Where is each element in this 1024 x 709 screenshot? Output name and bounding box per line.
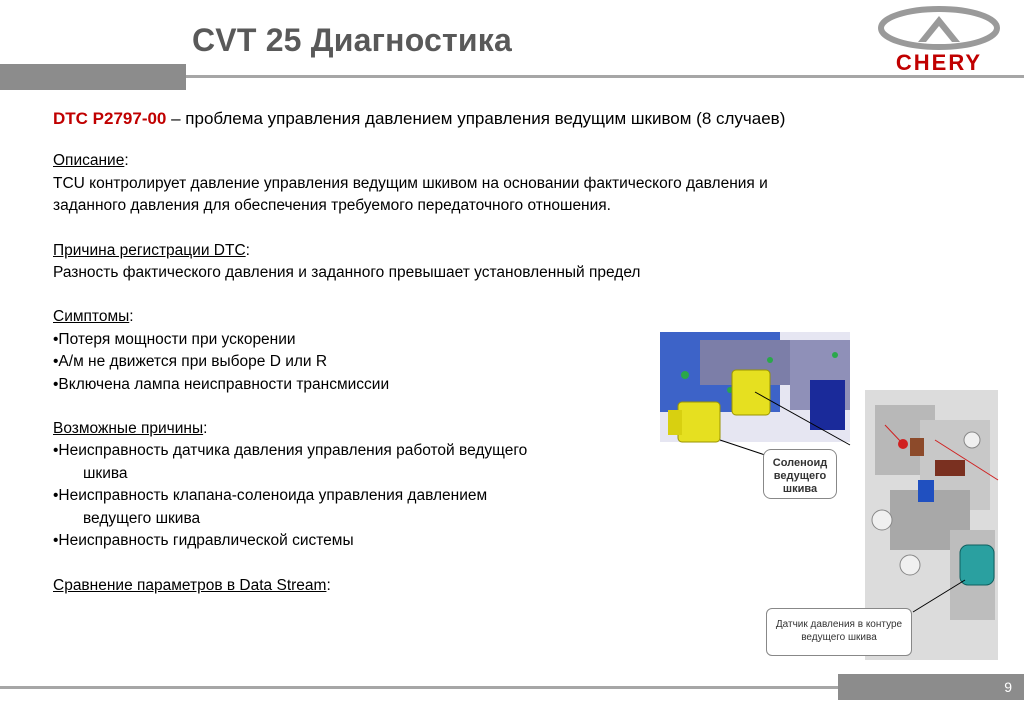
cause-item: •Неисправность датчика давления управления работой ведущего xyxy=(53,442,528,460)
cause-section: Причина регистрации DTC: Разность фактического давления и заданного превышает установленный предел xyxy=(53,240,973,285)
description-heading: Описание xyxy=(53,152,125,170)
dtc-code: DTC P2797-00 xyxy=(53,109,167,128)
cause-item-continuation: ведущего шкива xyxy=(83,509,201,527)
cause-item-continuation: шкива xyxy=(83,464,128,482)
cause-item: •Неисправность гидравлической системы xyxy=(53,532,354,550)
dtc-heading xyxy=(53,108,973,130)
description-line: TCU контролирует давление управления ведущим шкивом на основании фактического давления и xyxy=(53,174,768,192)
symptoms-heading: Симптомы xyxy=(53,308,130,326)
possible-causes-heading: Возможные причины xyxy=(53,420,204,438)
cause-line: Разность фактического давления и заданного превышает установленный предел xyxy=(53,264,641,282)
sensor-callout: Датчик давления в контуре ведущего шкива xyxy=(766,608,912,656)
description-line: заданного давления для обеспечения требуемого передаточного отношения. xyxy=(53,197,611,215)
chery-logo-text: CHERY xyxy=(895,50,983,75)
title-accent-bar xyxy=(0,64,186,90)
data-stream-heading: Сравнение параметров в Data Stream xyxy=(53,576,327,594)
possible-causes-section: Возможные причины: •Неисправность датчика давления управления работой ведущего шкива •Неисправность клапана-соленоида управления давлением ведущего шкива •Неисправность гидравлической системы xyxy=(53,418,973,552)
slide-title: CVT 25 Диагностика xyxy=(192,22,512,58)
cause-heading: Причина регистрации DTC xyxy=(53,241,246,259)
dtc-description: – проблема управления давлением управления ведущим шкивом (8 случаев) xyxy=(166,109,786,128)
symptom-item: •Потеря мощности при ускорении xyxy=(53,330,296,348)
data-stream-section: Сравнение параметров в Data Stream: xyxy=(53,576,331,594)
description-section: Описание: TCU контролирует давление управления ведущим шкивом на основании фактического давления и заданного давления для обеспечения требуемого передаточного отношения. xyxy=(53,150,973,217)
cause-item: •Неисправность клапана-соленоида управления давлением xyxy=(53,487,488,505)
solenoid-callout: Соленоид ведущего шкива xyxy=(763,449,837,499)
symptoms-section: Симптомы: •Потеря мощности при ускорении •А/м не движется при выборе D или R •Включена лампа неисправности трансмиссии xyxy=(53,306,973,396)
symptom-item: •Включена лампа неисправности трансмиссии xyxy=(53,375,390,393)
symptom-item: •А/м не движется при выборе D или R xyxy=(53,353,328,371)
page-number: 9 xyxy=(838,674,1024,700)
